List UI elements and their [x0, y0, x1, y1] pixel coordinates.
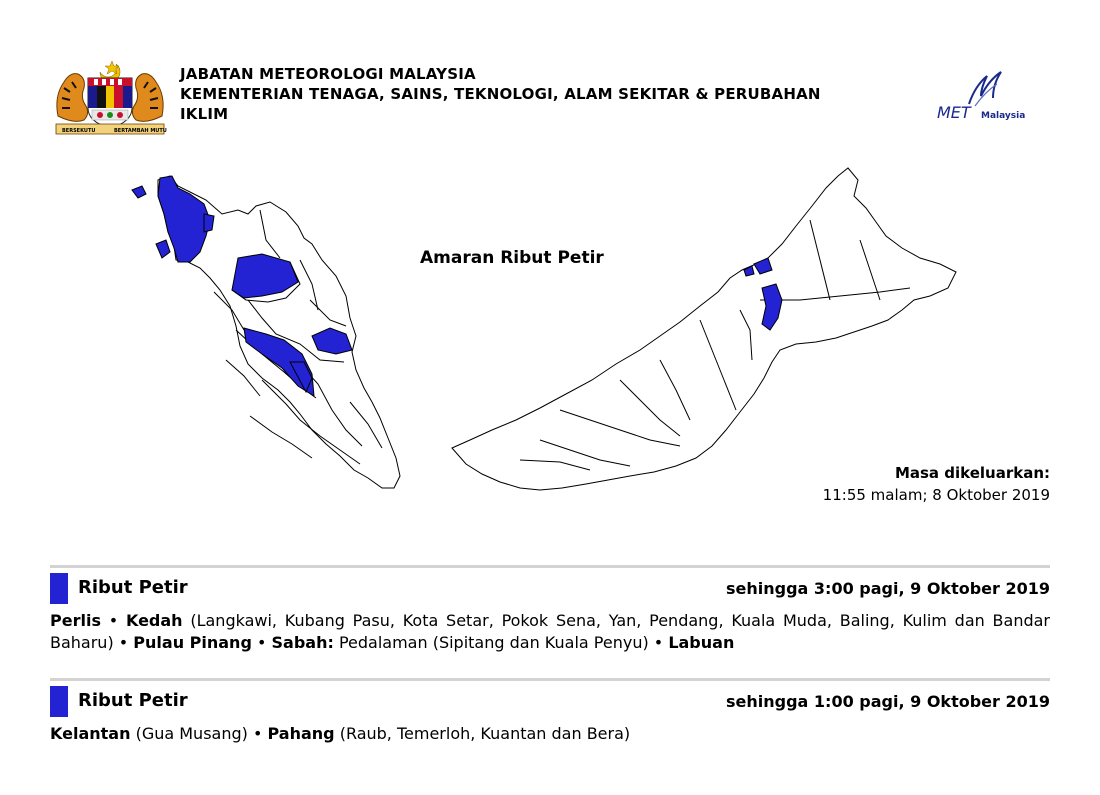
state-name: Pulau Pinang — [133, 633, 252, 652]
issued-time — [823, 462, 1050, 506]
warning-header — [50, 681, 1050, 717]
separator: • — [247, 724, 268, 743]
district-list: (Langkawi, Kubang Pasu, Kota Setar, Pokok Sena, Yan, Pendang, Kuala Muda, Baling, Kulim dan Bandar Baharu) — [50, 611, 1050, 652]
map-title: Amaran Ribut Petir — [420, 248, 604, 268]
warning-section-2 — [50, 678, 1050, 745]
area-kedah-east — [204, 214, 214, 232]
warning-header — [50, 568, 1050, 604]
crest-motto-text: BERTAMBAH MUTU — [114, 128, 167, 134]
district-list: Pedalaman (Sipitang dan Kuala Penyu) — [333, 633, 649, 652]
issued-label: Masa dikeluarkan: — [894, 464, 1050, 482]
warning-areas-text — [50, 610, 1050, 654]
org-line-3: IKLIM — [180, 105, 229, 123]
org-line-1: JABATAN METEOROLOGI MALAYSIA — [180, 65, 476, 83]
warning-type: Ribut Petir — [78, 577, 188, 598]
area-labuan — [744, 266, 754, 276]
organization-name — [180, 64, 821, 124]
state-name: Kedah — [125, 611, 183, 630]
issued-value: 11:55 malam; 8 Oktober 2019 — [822, 486, 1050, 504]
warning-validity: sehingga 1:00 pagi, 9 Oktober 2019 — [726, 692, 1050, 711]
warning-type: Ribut Petir — [78, 690, 188, 711]
crest-motto-text: BERSEKUTU — [62, 128, 96, 134]
warning-color-bar — [50, 686, 68, 717]
malaysia-coat-of-arms-icon — [48, 58, 172, 138]
logo-text-met: MET — [937, 103, 971, 122]
met-malaysia-logo-icon — [935, 70, 1047, 122]
separator: • — [648, 633, 669, 652]
separator: • — [100, 611, 126, 630]
logo-text-malaysia: Malaysia — [981, 111, 1026, 121]
warning-areas-text — [50, 723, 1050, 745]
state-name: Perlis — [50, 611, 101, 630]
warning-validity: sehingga 3:00 pagi, 9 Oktober 2019 — [726, 579, 1050, 598]
borneo-malaysia — [452, 168, 956, 490]
state-name: Pahang — [267, 724, 335, 743]
org-line-2: KEMENTERIAN TENAGA, SAINS, TEKNOLOGI, ALAM SEKITAR & PERUBAHAN — [180, 85, 821, 103]
warning-section-1 — [50, 565, 1050, 654]
district-list: (Raub, Temerloh, Kuantan dan Bera) — [334, 724, 631, 743]
separator: • — [251, 633, 272, 652]
separator: • — [113, 633, 134, 652]
warning-color-bar — [50, 573, 68, 604]
state-name: Labuan — [668, 633, 735, 652]
area-langkawi — [132, 186, 146, 198]
state-name: Kelantan — [50, 724, 131, 743]
district-list: (Gua Musang) — [130, 724, 248, 743]
area-pulau-pinang — [156, 240, 170, 258]
state-name: Sabah: — [271, 633, 334, 652]
